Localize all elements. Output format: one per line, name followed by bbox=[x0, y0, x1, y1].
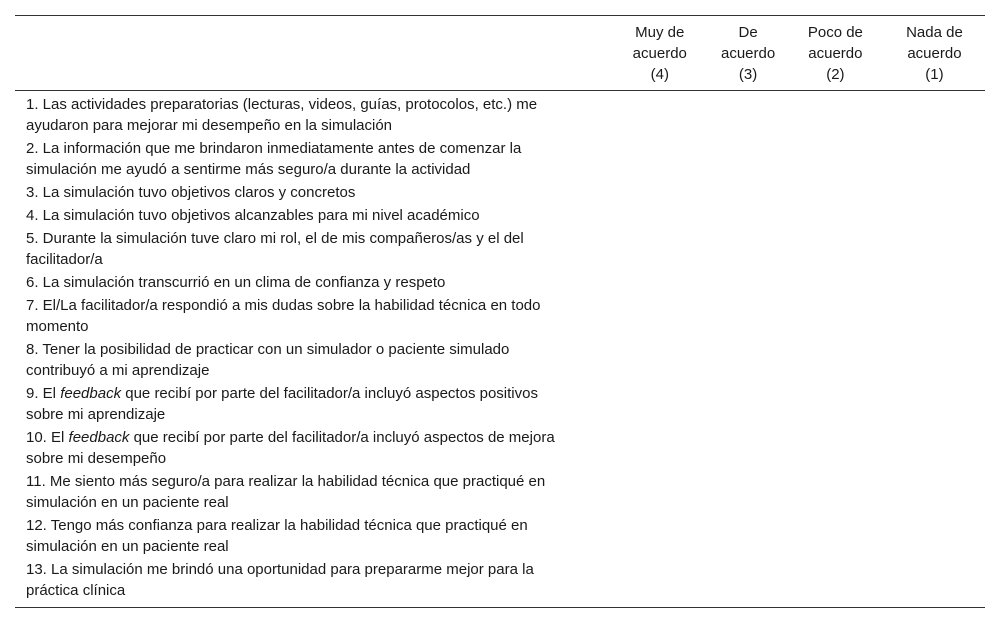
rating-cell bbox=[709, 514, 787, 558]
statement-line: sobre mi aprendizaje bbox=[26, 406, 166, 423]
statement-cell bbox=[15, 338, 610, 382]
rating-cell bbox=[709, 204, 787, 227]
rating-cell bbox=[709, 338, 787, 382]
header-poco-de-acuerdo: Poco de acuerdo (2) bbox=[807, 24, 863, 83]
rating-cell bbox=[709, 91, 787, 138]
statement-line: 3. La simulación tuvo objetivos claros y concretos bbox=[26, 184, 356, 201]
statement-cell bbox=[15, 426, 610, 470]
statement-line: ayudaron para mejorar mi desempeño en la simulación bbox=[26, 117, 393, 134]
rating-cell bbox=[709, 227, 787, 271]
rating-cell bbox=[787, 382, 884, 426]
rating-cell bbox=[709, 181, 787, 204]
table-row bbox=[15, 514, 985, 558]
rating-cell bbox=[610, 382, 709, 426]
header-muy-de-acuerdo: Muy de acuerdo (4) bbox=[632, 24, 687, 83]
statement-line: sobre mi desempeño bbox=[26, 450, 167, 467]
statement-cell bbox=[15, 382, 610, 426]
rating-cell bbox=[610, 181, 709, 204]
statement-line: simulación en un paciente real bbox=[26, 494, 229, 511]
rating-cell bbox=[709, 137, 787, 181]
rating-cell bbox=[709, 294, 787, 338]
statement-line: 8. Tener la posibilidad de practicar con un simulador o paciente simulado bbox=[26, 341, 510, 358]
statement-line: práctica clínica bbox=[26, 582, 126, 599]
rating-cell bbox=[610, 137, 709, 181]
header-statement-cell bbox=[15, 16, 610, 91]
table-row bbox=[15, 338, 985, 382]
statement-line: 9. El feedback que recibí por parte del facilitador/a incluyó aspectos positivos bbox=[26, 385, 538, 402]
table-body bbox=[15, 91, 985, 608]
rating-cell bbox=[610, 294, 709, 338]
rating-cell bbox=[610, 558, 709, 608]
emphasis-term: feedback bbox=[68, 429, 130, 446]
statement-cell bbox=[15, 181, 610, 204]
rating-cell bbox=[709, 558, 787, 608]
statement-line: 12. Tengo más confianza para realizar la habilidad técnica que practiqué en bbox=[26, 517, 528, 534]
statement-line: 7. El/La facilitador/a respondió a mis dudas sobre la habilidad técnica en todo bbox=[26, 297, 541, 314]
rating-cell bbox=[787, 558, 884, 608]
rating-cell bbox=[610, 426, 709, 470]
header-de-acuerdo: De acuerdo (3) bbox=[720, 24, 776, 83]
statement-line: 6. La simulación transcurrió en un clima de confianza y respeto bbox=[26, 274, 446, 291]
table-row bbox=[15, 137, 985, 181]
rating-cell bbox=[709, 271, 787, 294]
rating-cell bbox=[610, 271, 709, 294]
statement-cell bbox=[15, 514, 610, 558]
rating-cell bbox=[610, 204, 709, 227]
statement-line: 10. El feedback que recibí por parte del facilitador/a incluyó aspectos de mejora bbox=[26, 429, 555, 446]
statement-cell bbox=[15, 470, 610, 514]
rating-cell bbox=[884, 294, 985, 338]
statement-line: momento bbox=[26, 318, 89, 335]
statement-line: 1. Las actividades preparatorias (lecturas, videos, guías, protocolos, etc.) me bbox=[26, 96, 538, 113]
rating-cell bbox=[787, 91, 884, 138]
statement-line: 5. Durante la simulación tuve claro mi rol, el de mis compañeros/as y el del bbox=[26, 230, 524, 247]
statement-cell bbox=[15, 227, 610, 271]
rating-cell bbox=[610, 227, 709, 271]
rating-cell bbox=[787, 338, 884, 382]
rating-cell bbox=[709, 426, 787, 470]
statement-cell bbox=[15, 558, 610, 608]
statement-cell bbox=[15, 294, 610, 338]
rating-cell bbox=[884, 338, 985, 382]
statement-line: 2. La información que me brindaron inmediatamente antes de comenzar la bbox=[26, 140, 522, 157]
table-row bbox=[15, 382, 985, 426]
statement-line: simulación me ayudó a sentirme más seguro/a durante la actividad bbox=[26, 161, 471, 178]
rating-cell bbox=[787, 470, 884, 514]
statement-cell bbox=[15, 137, 610, 181]
table-row bbox=[15, 294, 985, 338]
rating-cell bbox=[884, 181, 985, 204]
header-nada-de-acuerdo: Nada de acuerdo (1) bbox=[906, 24, 963, 83]
rating-cell bbox=[884, 137, 985, 181]
statement-line: simulación en un paciente real bbox=[26, 538, 229, 555]
rating-cell bbox=[884, 204, 985, 227]
statement-line: 13. La simulación me brindó una oportunidad para prepararme mejor para la bbox=[26, 561, 534, 578]
rating-cell bbox=[787, 426, 884, 470]
statement-cell bbox=[15, 204, 610, 227]
rating-cell bbox=[610, 514, 709, 558]
statement-cell bbox=[15, 271, 610, 294]
table-row bbox=[15, 470, 985, 514]
table-row bbox=[15, 227, 985, 271]
rating-cell bbox=[787, 181, 884, 204]
emphasis-term: feedback bbox=[60, 385, 122, 402]
rating-cell bbox=[884, 227, 985, 271]
table-row bbox=[15, 426, 985, 470]
statement-cell bbox=[15, 91, 610, 138]
table-header bbox=[15, 16, 985, 91]
rating-cell bbox=[884, 382, 985, 426]
survey-table bbox=[15, 15, 985, 608]
rating-cell bbox=[709, 470, 787, 514]
statement-line: 4. La simulación tuvo objetivos alcanzables para mi nivel académico bbox=[26, 207, 480, 224]
rating-cell bbox=[884, 271, 985, 294]
table-row bbox=[15, 204, 985, 227]
statement-line: contribuyó a mi aprendizaje bbox=[26, 362, 210, 379]
rating-cell bbox=[787, 294, 884, 338]
rating-cell bbox=[787, 514, 884, 558]
rating-cell bbox=[884, 426, 985, 470]
rating-cell bbox=[884, 470, 985, 514]
table-row bbox=[15, 558, 985, 608]
rating-cell bbox=[884, 514, 985, 558]
rating-cell bbox=[787, 204, 884, 227]
rating-cell bbox=[610, 470, 709, 514]
table-row bbox=[15, 271, 985, 294]
rating-cell bbox=[787, 227, 884, 271]
statement-line: 11. Me siento más seguro/a para realizar la habilidad técnica que practiqué en bbox=[26, 473, 546, 490]
rating-cell bbox=[884, 91, 985, 138]
rating-cell bbox=[884, 558, 985, 608]
rating-cell bbox=[610, 91, 709, 138]
rating-cell bbox=[787, 271, 884, 294]
rating-cell bbox=[787, 137, 884, 181]
table-row bbox=[15, 91, 985, 138]
statement-line: facilitador/a bbox=[26, 251, 103, 268]
table-row bbox=[15, 181, 985, 204]
rating-cell bbox=[610, 338, 709, 382]
rating-cell bbox=[709, 382, 787, 426]
